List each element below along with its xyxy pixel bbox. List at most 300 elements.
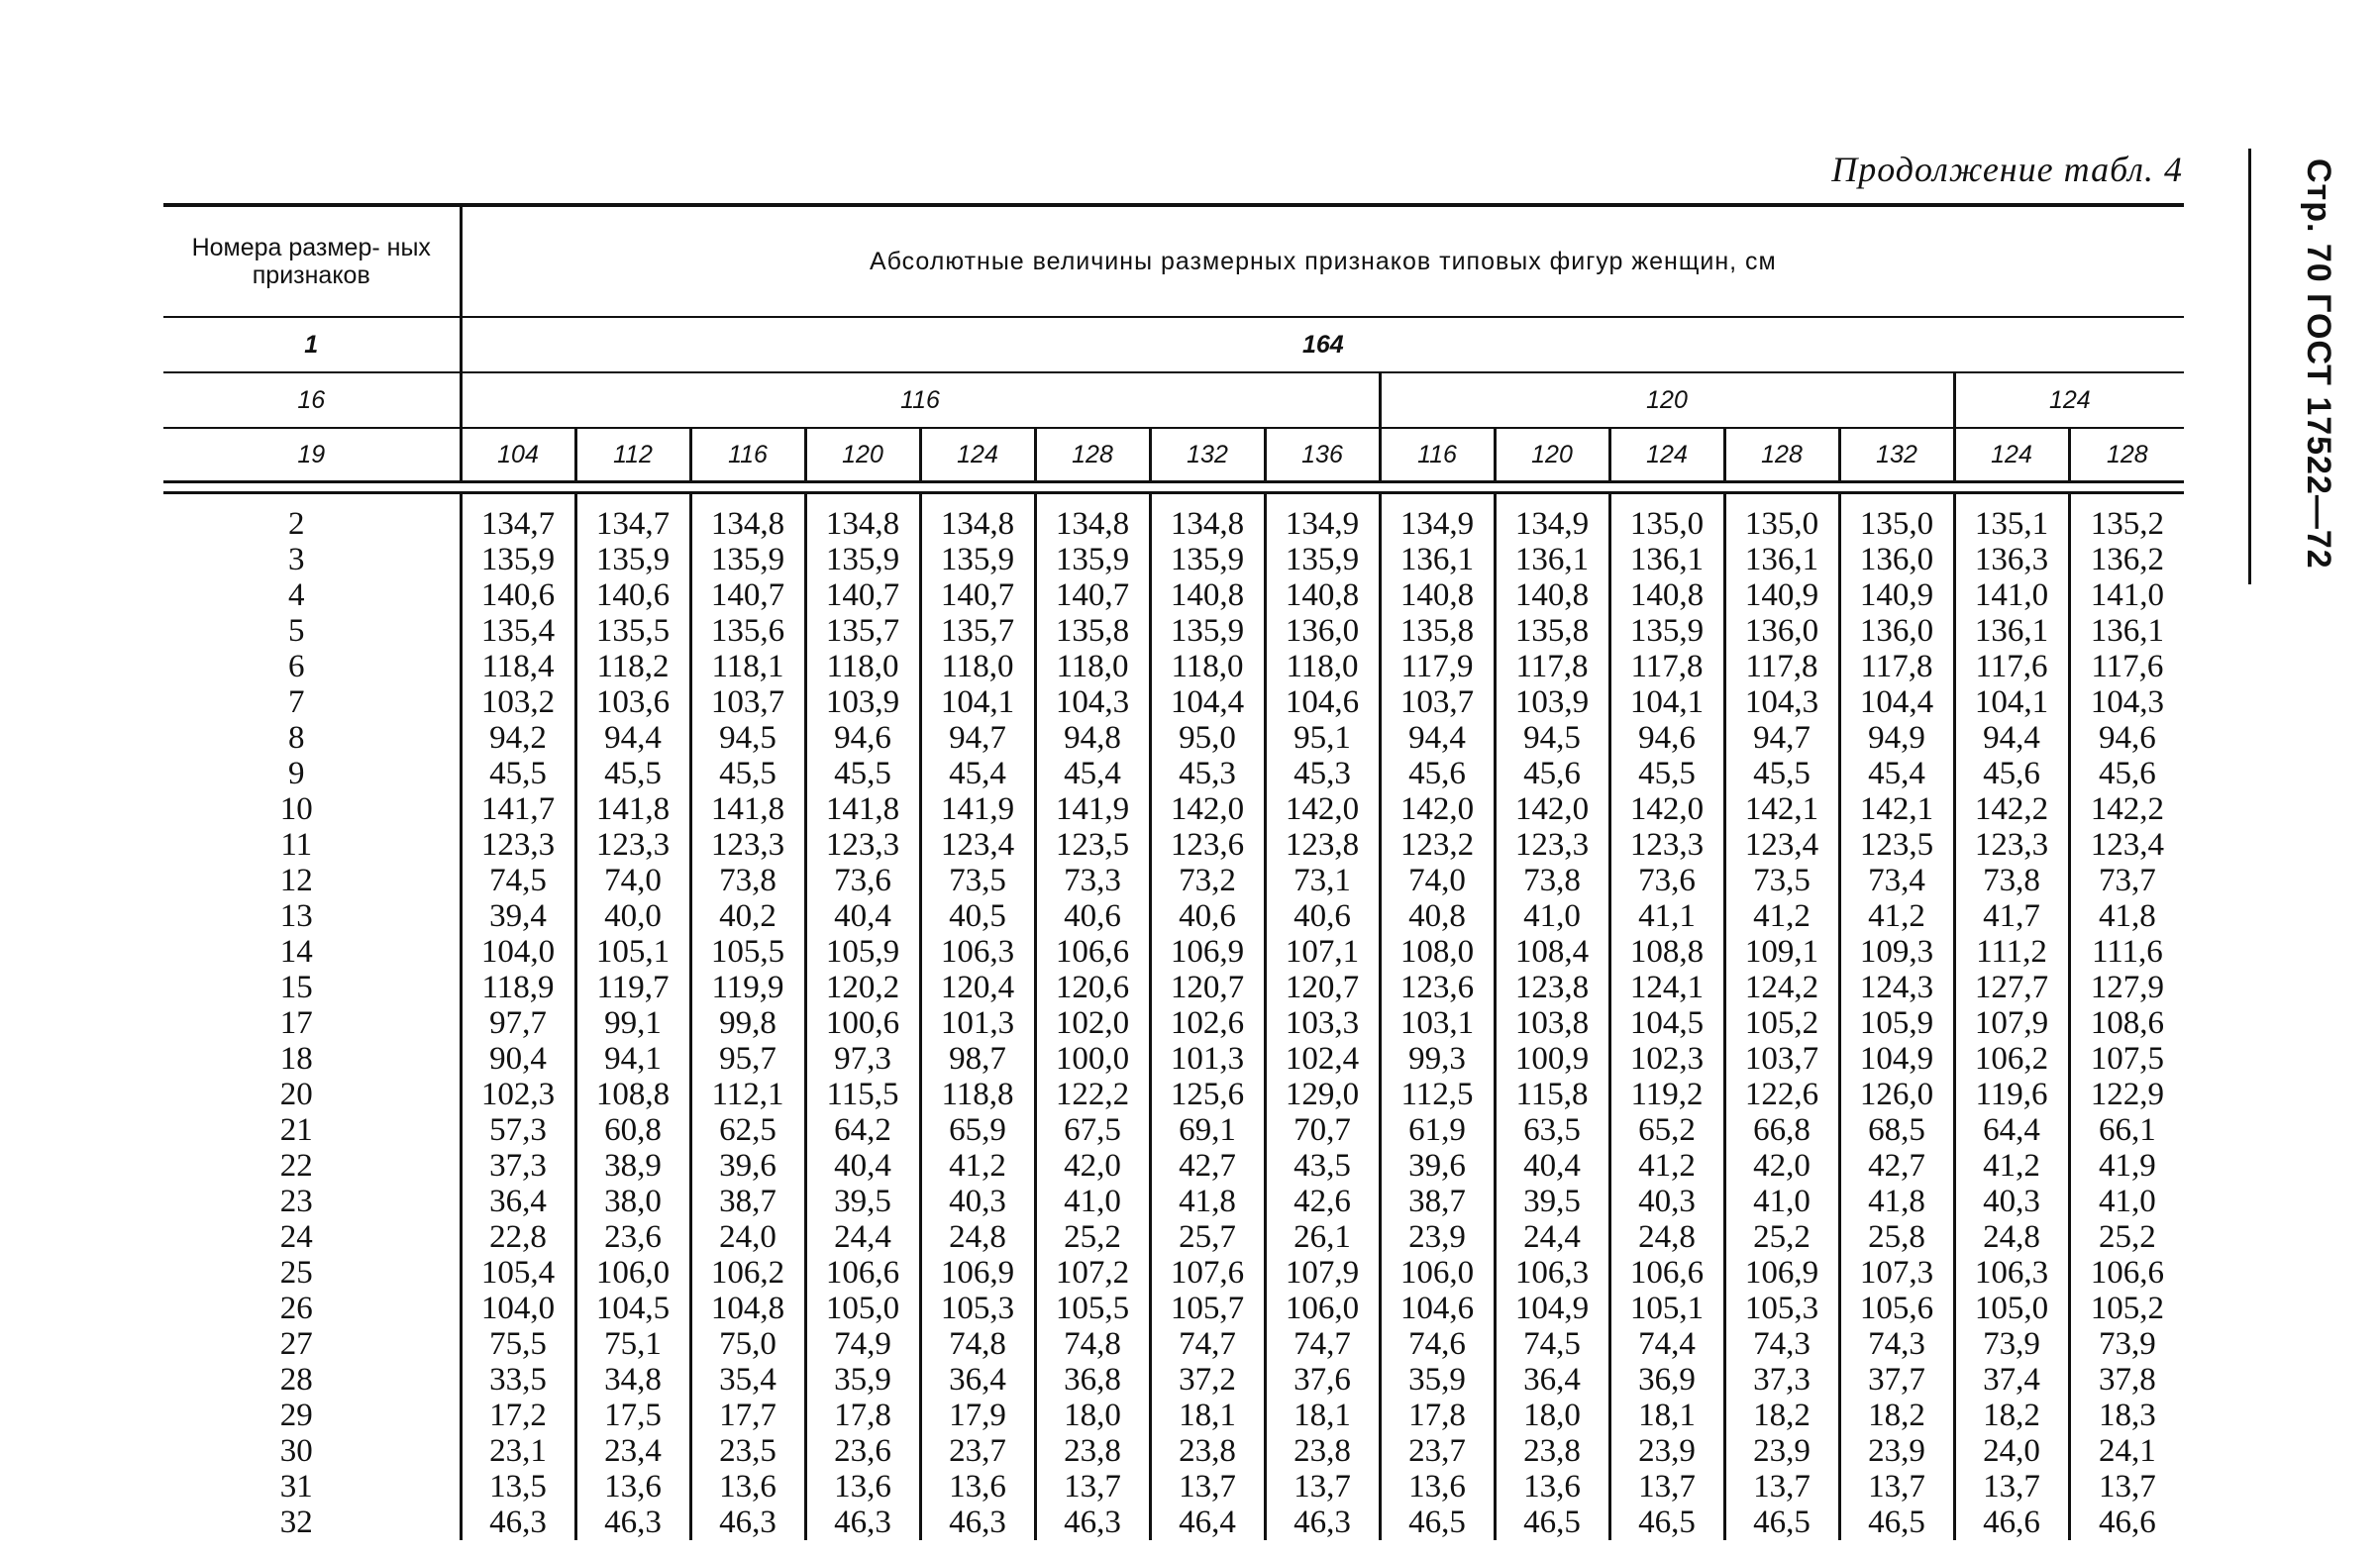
value-cell: 74,7 (1265, 1326, 1380, 1362)
value-cell: 74,9 (805, 1326, 920, 1362)
value-cell: 66,8 (1724, 1112, 1839, 1148)
value-cell: 41,8 (2069, 898, 2184, 934)
value-cell: 135,7 (920, 613, 1035, 649)
value-cell: 112,5 (1380, 1077, 1495, 1112)
value-cell: 124,2 (1724, 970, 1839, 1005)
value-cell: 46,5 (1839, 1505, 1954, 1540)
value-cell: 119,6 (1954, 1077, 2069, 1112)
value-cell: 105,2 (2069, 1291, 2184, 1326)
table-row (163, 577, 2184, 613)
value-cell: 13,7 (2069, 1469, 2184, 1505)
row-number: 5 (163, 613, 461, 649)
value-cell: 40,0 (575, 898, 690, 934)
value-cell: 135,9 (480, 542, 556, 577)
value-cell: 37,6 (1265, 1362, 1380, 1398)
value-cell: 140,7 (805, 577, 920, 613)
value-cell: 74,7 (1150, 1326, 1265, 1362)
value-cell: 134,8 (920, 493, 1035, 543)
value-cell: 94,6 (805, 720, 920, 756)
value-cell: 94,9 (1839, 720, 1954, 756)
value-cell: 136,0 (1724, 613, 1839, 649)
size-header-3: 120 (805, 428, 920, 482)
size-header-11: 128 (1724, 428, 1839, 482)
value-cell: 135,9 (805, 542, 920, 577)
value-cell: 94,7 (920, 720, 1035, 756)
value-cell: 18,1 (1265, 1398, 1380, 1433)
value-cell: 136,1 (1954, 613, 2069, 649)
value-cell: 36,8 (1035, 1362, 1150, 1398)
table-row (163, 1433, 2184, 1469)
value-cell: 41,0 (1724, 1184, 1839, 1219)
value-cell: 45,4 (1839, 756, 1954, 791)
value-cell: 45,6 (2069, 756, 2184, 791)
value-cell: 129,0 (1265, 1077, 1380, 1112)
value-cell: 123,3 (1954, 827, 2069, 863)
value-cell: 46,3 (1265, 1505, 1380, 1540)
value-cell: 104,9 (1495, 1291, 1609, 1326)
value-cell: 24,8 (1954, 1219, 2069, 1255)
value-cell: 142,2 (1954, 791, 2069, 827)
value-cell: 111,2 (1954, 934, 2069, 970)
row-number: 30 (163, 1433, 461, 1469)
table-row (163, 791, 2184, 827)
value-cell: 123,3 (805, 827, 920, 863)
value-cell: 41,0 (1495, 898, 1609, 934)
table-row (163, 1326, 2184, 1362)
value-cell: 141,0 (2069, 577, 2184, 613)
value-cell: 134,8 (1150, 493, 1265, 543)
value-cell: 123,5 (1035, 827, 1150, 863)
value-cell: 98,7 (920, 1041, 1035, 1077)
value-cell: 45,4 (1035, 756, 1150, 791)
value-cell: 23,6 (805, 1433, 920, 1469)
value-cell: 107,5 (2069, 1041, 2184, 1077)
value-cell: 118,1 (690, 649, 805, 684)
row-number: 11 (163, 827, 461, 863)
value-cell: 142,0 (1495, 791, 1609, 827)
value-cell: 94,4 (1954, 720, 2069, 756)
size-header-13: 124 (1954, 428, 2069, 482)
value-cell: 106,9 (1724, 1255, 1839, 1291)
value-cell: 105,0 (805, 1291, 920, 1326)
value-cell: 105,5 (1035, 1291, 1150, 1326)
row-number: 13 (163, 898, 461, 934)
value-cell: 105,0 (1954, 1291, 2069, 1326)
value-cell: 122,2 (1035, 1077, 1150, 1112)
value-cell: 37,2 (1150, 1362, 1265, 1398)
value-cell: 57,3 (489, 1112, 547, 1148)
value-cell: 103,1 (1380, 1005, 1495, 1041)
value-cell: 46,5 (1495, 1505, 1609, 1540)
side-margin (2248, 149, 2337, 584)
table-row (163, 493, 2184, 543)
value-cell: 41,9 (2069, 1148, 2184, 1184)
row-number: 20 (163, 1077, 461, 1112)
value-cell: 68,5 (1839, 1112, 1954, 1148)
value-cell: 123,2 (1380, 827, 1495, 863)
value-cell: 23,4 (575, 1433, 690, 1469)
value-cell: 134,8 (1035, 493, 1150, 543)
value-cell: 40,6 (1035, 898, 1150, 934)
value-cell: 74,5 (489, 863, 547, 898)
value-cell: 41,8 (1839, 1184, 1954, 1219)
value-cell: 107,3 (1839, 1255, 1954, 1291)
value-cell: 135,8 (1380, 613, 1495, 649)
value-cell: 37,3 (489, 1148, 547, 1184)
value-cell: 120,6 (1035, 970, 1150, 1005)
value-cell: 118,0 (1265, 649, 1380, 684)
value-cell: 40,4 (1495, 1148, 1609, 1184)
value-cell: 99,3 (1380, 1041, 1495, 1077)
value-cell: 13,6 (1380, 1469, 1495, 1505)
value-cell: 123,4 (920, 827, 1035, 863)
value-cell: 46,6 (2069, 1505, 2184, 1540)
value-cell: 41,0 (1035, 1184, 1150, 1219)
value-cell: 104,3 (2069, 684, 2184, 720)
value-cell: 41,2 (920, 1148, 1035, 1184)
value-cell: 135,6 (690, 613, 805, 649)
value-cell: 94,6 (1609, 720, 1724, 756)
value-cell: 74,8 (1035, 1326, 1150, 1362)
value-cell: 40,3 (1609, 1184, 1724, 1219)
value-cell: 40,4 (805, 1148, 920, 1184)
value-cell: 45,5 (805, 756, 920, 791)
value-cell: 23,1 (489, 1433, 547, 1469)
value-cell: 39,5 (805, 1184, 920, 1219)
value-cell: 106,9 (920, 1255, 1035, 1291)
value-cell: 141,9 (920, 791, 1035, 827)
value-cell: 64,4 (1954, 1112, 2069, 1148)
value-cell: 23,8 (1035, 1433, 1150, 1469)
table-row (163, 1005, 2184, 1041)
value-cell: 74,0 (575, 863, 690, 898)
value-cell: 102,4 (1265, 1041, 1380, 1077)
value-cell: 62,5 (690, 1112, 805, 1148)
value-cell: 13,6 (575, 1469, 690, 1505)
value-cell: 106,3 (920, 934, 1035, 970)
value-cell: 40,6 (1150, 898, 1265, 934)
value-cell: 103,9 (805, 684, 920, 720)
value-cell: 36,4 (1495, 1362, 1609, 1398)
value-cell: 17,7 (690, 1398, 805, 1433)
value-cell: 45,5 (1724, 756, 1839, 791)
row-number: 24 (163, 1219, 461, 1255)
value-cell: 46,5 (1724, 1505, 1839, 1540)
value-cell: 104,5 (1609, 1005, 1724, 1041)
value-cell: 13,7 (1035, 1469, 1150, 1505)
value-cell: 17,5 (575, 1398, 690, 1433)
value-cell: 13,7 (1150, 1469, 1265, 1505)
value-cell: 141,7 (480, 791, 556, 827)
value-cell: 135,9 (920, 542, 1035, 577)
value-cell: 18,1 (1150, 1398, 1265, 1433)
value-cell: 120,4 (920, 970, 1035, 1005)
value-cell: 41,8 (1150, 1184, 1265, 1219)
value-cell: 134,7 (575, 493, 690, 543)
value-cell: 136,1 (1380, 542, 1495, 577)
value-cell: 41,2 (1609, 1148, 1724, 1184)
value-cell: 134,9 (1380, 493, 1495, 543)
value-cell: 104,1 (1954, 684, 2069, 720)
value-cell: 102,6 (1150, 1005, 1265, 1041)
value-cell: 135,8 (1495, 613, 1609, 649)
value-cell: 135,9 (1035, 542, 1150, 577)
value-cell: 135,7 (805, 613, 920, 649)
value-cell: 102,3 (480, 1077, 556, 1112)
value-cell: 142,0 (1265, 791, 1380, 827)
value-cell: 24,1 (2069, 1433, 2184, 1469)
size-header-9: 120 (1495, 428, 1609, 482)
value-cell: 45,5 (575, 756, 690, 791)
table-header (163, 205, 2184, 493)
value-cell: 40,3 (1954, 1184, 2069, 1219)
value-cell: 122,9 (2069, 1077, 2184, 1112)
value-cell: 39,5 (1495, 1184, 1609, 1219)
value-cell: 25,2 (2069, 1219, 2184, 1255)
value-cell: 23,9 (1839, 1433, 1954, 1469)
value-cell: 105,9 (805, 934, 920, 970)
value-cell: 73,6 (805, 863, 920, 898)
value-cell: 124,3 (1839, 970, 1954, 1005)
height-value: 164 (461, 317, 2184, 372)
table-row (163, 542, 2184, 577)
value-cell: 43,5 (1265, 1148, 1380, 1184)
value-cell: 94,2 (489, 720, 547, 756)
value-cell: 111,6 (2069, 934, 2184, 970)
value-cell: 117,8 (1495, 649, 1609, 684)
chest-group-124: 124 (1954, 372, 2184, 428)
row19-label: 19 (163, 428, 461, 482)
value-cell: 73,9 (1954, 1326, 2069, 1362)
value-cell: 108,4 (1495, 934, 1609, 970)
value-cell: 120,7 (1150, 970, 1265, 1005)
value-cell: 105,5 (690, 934, 805, 970)
value-cell: 18,3 (2069, 1398, 2184, 1433)
value-cell: 135,9 (1150, 542, 1265, 577)
table-row (163, 1255, 2184, 1291)
row-number: 15 (163, 970, 461, 1005)
value-cell: 73,3 (1035, 863, 1150, 898)
value-cell: 70,7 (1265, 1112, 1380, 1148)
value-cell: 103,3 (1265, 1005, 1380, 1041)
value-cell: 23,9 (1380, 1219, 1495, 1255)
value-cell: 13,7 (1839, 1469, 1954, 1505)
value-cell: 61,9 (1380, 1112, 1495, 1148)
table-row (163, 1398, 2184, 1433)
value-cell: 18,1 (1609, 1398, 1724, 1433)
value-cell: 107,9 (1265, 1255, 1380, 1291)
value-cell: 46,3 (575, 1505, 690, 1540)
value-cell: 24,4 (805, 1219, 920, 1255)
value-cell: 18,2 (1954, 1398, 2069, 1433)
value-cell: 18,0 (1035, 1398, 1150, 1433)
value-cell: 13,7 (1954, 1469, 2069, 1505)
value-cell: 127,7 (1954, 970, 2069, 1005)
value-cell: 106,0 (1265, 1291, 1380, 1326)
value-cell: 106,0 (575, 1255, 690, 1291)
value-cell: 105,1 (1609, 1291, 1724, 1326)
value-cell: 13,6 (690, 1469, 805, 1505)
value-cell: 108,6 (2069, 1005, 2184, 1041)
value-cell: 23,9 (1609, 1433, 1724, 1469)
value-cell: 35,9 (805, 1362, 920, 1398)
table-row (163, 970, 2184, 1005)
value-cell: 37,7 (1839, 1362, 1954, 1398)
size-header-12: 132 (1839, 428, 1954, 482)
value-cell: 35,4 (690, 1362, 805, 1398)
value-cell: 142,1 (1724, 791, 1839, 827)
table-row (163, 1077, 2184, 1112)
value-cell: 118,8 (920, 1077, 1035, 1112)
value-cell: 66,1 (2069, 1112, 2184, 1148)
value-cell: 135,2 (2069, 493, 2184, 543)
value-cell: 136,1 (1724, 542, 1839, 577)
value-cell: 103,9 (1495, 684, 1609, 720)
value-cell: 18,2 (1724, 1398, 1839, 1433)
table-row (163, 684, 2184, 720)
value-cell: 95,0 (1150, 720, 1265, 756)
value-cell: 136,2 (2069, 542, 2184, 577)
value-cell: 13,6 (805, 1469, 920, 1505)
value-cell: 35,9 (1380, 1362, 1495, 1398)
value-cell: 120,7 (1265, 970, 1380, 1005)
value-cell: 13,7 (1265, 1469, 1380, 1505)
value-cell: 73,7 (2069, 863, 2184, 898)
value-cell: 140,6 (575, 577, 690, 613)
value-cell: 101,3 (920, 1005, 1035, 1041)
value-cell: 105,3 (1724, 1291, 1839, 1326)
row16-label: 16 (163, 372, 461, 428)
value-cell: 45,3 (1150, 756, 1265, 791)
table-body (163, 493, 2184, 1541)
table-row (163, 613, 2184, 649)
value-cell: 140,7 (690, 577, 805, 613)
value-cell: 75,5 (489, 1326, 547, 1362)
size-header-2: 116 (690, 428, 805, 482)
value-cell: 140,6 (480, 577, 556, 613)
value-cell: 42,0 (1724, 1148, 1839, 1184)
value-cell: 123,5 (1839, 827, 1954, 863)
value-cell: 123,3 (1609, 827, 1724, 863)
value-cell: 63,5 (1495, 1112, 1609, 1148)
value-cell: 46,3 (1035, 1505, 1150, 1540)
value-cell: 73,2 (1150, 863, 1265, 898)
value-cell: 106,6 (1035, 934, 1150, 970)
value-cell: 103,7 (1724, 1041, 1839, 1077)
page-standard-label: Стр. 70 ГОСТ 17522—72 (2300, 158, 2337, 570)
row-number: 2 (163, 493, 461, 543)
size-header-6: 132 (1150, 428, 1265, 482)
value-cell: 118,0 (805, 649, 920, 684)
value-cell: 46,5 (1609, 1505, 1724, 1540)
row-number: 32 (163, 1505, 461, 1540)
value-cell: 136,0 (1839, 613, 1954, 649)
value-cell: 109,3 (1839, 934, 1954, 970)
value-cell: 46,3 (690, 1505, 805, 1540)
value-cell: 74,0 (1380, 863, 1495, 898)
value-cell: 107,9 (1954, 1005, 2069, 1041)
value-cell: 45,6 (1954, 756, 2069, 791)
value-cell: 24,4 (1495, 1219, 1609, 1255)
value-cell: 135,9 (690, 542, 805, 577)
value-cell: 123,4 (1724, 827, 1839, 863)
table-row (163, 720, 2184, 756)
table-row (163, 898, 2184, 934)
value-cell: 118,0 (1150, 649, 1265, 684)
value-cell: 74,3 (1724, 1326, 1839, 1362)
value-cell: 36,4 (489, 1184, 547, 1219)
value-cell: 73,8 (690, 863, 805, 898)
value-cell: 140,9 (1724, 577, 1839, 613)
value-cell: 74,8 (920, 1326, 1035, 1362)
value-cell: 94,4 (1380, 720, 1495, 756)
value-cell: 42,0 (1035, 1148, 1150, 1184)
value-cell: 104,6 (1265, 684, 1380, 720)
value-cell: 23,8 (1495, 1433, 1609, 1469)
value-cell: 40,3 (920, 1184, 1035, 1219)
value-cell: 94,1 (575, 1041, 690, 1077)
value-cell: 123,3 (575, 827, 690, 863)
value-cell: 60,8 (575, 1112, 690, 1148)
row-number: 7 (163, 684, 461, 720)
value-cell: 104,4 (1839, 684, 1954, 720)
row-number: 18 (163, 1041, 461, 1077)
value-cell: 94,6 (2069, 720, 2184, 756)
value-cell: 37,3 (1724, 1362, 1839, 1398)
value-cell: 17,2 (489, 1398, 547, 1433)
size-header-7: 136 (1265, 428, 1380, 482)
value-cell: 38,7 (690, 1184, 805, 1219)
value-cell: 23,6 (575, 1219, 690, 1255)
value-cell: 125,6 (1150, 1077, 1265, 1112)
row-number: 25 (163, 1255, 461, 1291)
value-cell: 94,8 (1035, 720, 1150, 756)
value-cell: 135,0 (1609, 493, 1724, 543)
row-number: 12 (163, 863, 461, 898)
table-row (163, 756, 2184, 791)
table-row (163, 1505, 2184, 1540)
value-cell: 141,0 (1954, 577, 2069, 613)
table-row (163, 1469, 2184, 1505)
value-cell: 39,6 (690, 1148, 805, 1184)
value-cell: 107,1 (1265, 934, 1380, 970)
value-cell: 103,8 (1495, 1005, 1609, 1041)
value-cell: 46,5 (1380, 1505, 1495, 1540)
value-cell: 105,4 (480, 1255, 556, 1291)
value-cell: 142,0 (1380, 791, 1495, 827)
value-cell: 118,9 (481, 970, 555, 1005)
value-cell: 41,0 (2069, 1184, 2184, 1219)
value-cell: 104,3 (1724, 684, 1839, 720)
value-cell: 97,7 (489, 1005, 547, 1041)
table-row (163, 827, 2184, 863)
row-number: 22 (163, 1148, 461, 1184)
row-label-header: Номера размер- ных признаков (163, 205, 461, 317)
table-row (163, 1362, 2184, 1398)
value-cell: 141,8 (690, 791, 805, 827)
value-cell: 45,6 (1495, 756, 1609, 791)
table-row (163, 934, 2184, 970)
value-cell: 102,0 (1035, 1005, 1150, 1041)
value-cell: 104,1 (920, 684, 1035, 720)
header-double-rule (163, 482, 2184, 493)
size-header-5: 128 (1035, 428, 1150, 482)
size-header-8: 116 (1380, 428, 1495, 482)
value-cell: 69,1 (1150, 1112, 1265, 1148)
value-cell: 42,7 (1150, 1148, 1265, 1184)
value-cell: 64,2 (805, 1112, 920, 1148)
dimensions-table (163, 203, 2184, 1540)
